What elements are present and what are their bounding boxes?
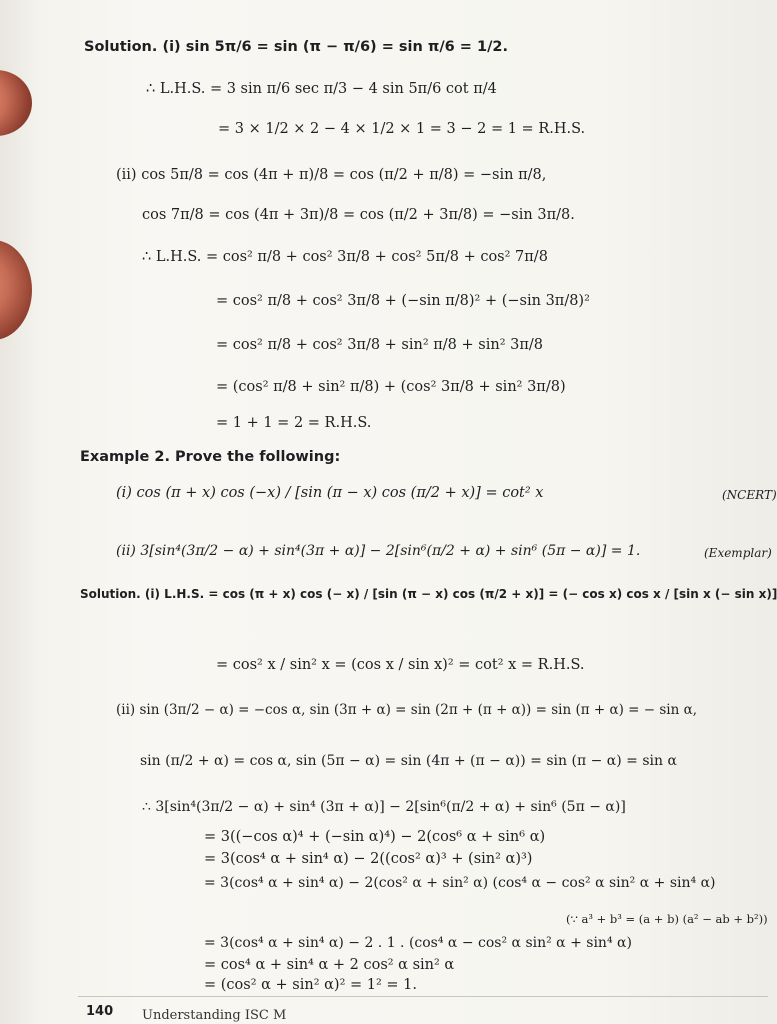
source-exemplar: (Exemplar) (704, 546, 772, 560)
example-2-title: Example 2. Prove the following: (80, 449, 341, 465)
solution-2-part-ii-c: ∴ 3[sin⁴(3π/2 − α) + sin⁴ (3π + α)] − 2[sin⁶(π/2 + α) + sin⁶ (5π − α)] (142, 799, 626, 815)
solution-2-part-ii-f: = 3(cos⁴ α + sin⁴ α) − 2(cos² α + sin² α) (cos⁴ α − cos² α sin² α + sin⁴ α) (204, 875, 716, 891)
book-title: Understanding ISC M (142, 1008, 287, 1023)
page-number: 140 (86, 1004, 114, 1019)
footer-rule (78, 996, 768, 997)
source-ncert: (NCERT) (722, 488, 777, 502)
solution-1-part-ii-lhs: ∴ L.H.S. = cos² π/8 + cos² 3π/8 + cos² 5π/8 + cos² 7π/8 (142, 249, 548, 265)
solution-1-part-ii-a: (ii) cos 5π/8 = cos (4π + π)/8 = cos (π/2 + π/8) = −sin π/8, (116, 167, 547, 183)
solution-2-part-i-b: = cos² x / sin² x = (cos x / sin x)² = cot² x = R.H.S. (216, 657, 585, 673)
solution-1-part-ii-step3: = (cos² π/8 + sin² π/8) + (cos² 3π/8 + sin² 3π/8) (216, 379, 566, 395)
solution-1-step: = 3 × 1/2 × 2 − 4 × 1/2 × 1 = 3 − 2 = 1 = R.H.S. (218, 121, 586, 137)
solution-1-part-ii-b: cos 7π/8 = cos (4π + 3π)/8 = cos (π/2 + 3π/8) = −sin 3π/8. (142, 207, 575, 223)
solution-2-identity-note: (∵ a³ + b³ = (a + b) (a² − ab + b²)) (566, 912, 768, 926)
finger-top (0, 70, 32, 136)
solution-2-part-ii-h: = cos⁴ α + sin⁴ α + 2 cos² α sin² α (204, 957, 455, 973)
solution-1-part-ii-step2: = cos² π/8 + cos² 3π/8 + sin² π/8 + sin² 3π/8 (216, 337, 543, 353)
solution-2-part-ii-e: = 3(cos⁴ α + sin⁴ α) − 2((cos² α)³ + (sin² α)³) (204, 851, 533, 867)
solution-2-part-ii-g: = 3(cos⁴ α + sin⁴ α) − 2 . 1 . (cos⁴ α − cos² α sin² α + sin⁴ α) (204, 935, 632, 951)
solution-2-part-ii-a: (ii) sin (3π/2 − α) = −cos α, sin (3π + α) = sin (2π + (π + α)) = sin (π + α) = − sin α, (116, 702, 697, 718)
solution-2-part-ii-b: sin (π/2 + α) = cos α, sin (5π − α) = sin (4π + (π − α)) = sin (π − α) = sin α (140, 753, 677, 769)
solution-2-part-i: Solution. (i) L.H.S. = cos (π + x) cos (− x) / [sin (π − x) cos (π/2 + x)] = (− cos x) cos x / [sin x (− sin x)] (80, 587, 777, 601)
solution-1-lhs: ∴ L.H.S. = 3 sin π/6 sec π/3 − 4 sin 5π/6 cot π/4 (146, 81, 497, 97)
solution-1-part-ii-step4: = 1 + 1 = 2 = R.H.S. (216, 415, 372, 431)
example-2-part-ii: (ii) 3[sin⁴(3π/2 − α) + sin⁴(3π + α)] − 2[sin⁶(π/2 + α) + sin⁶ (5π − α)] = 1. (116, 543, 641, 559)
solution-2-part-ii-d: = 3((−cos α)⁴ + (−sin α)⁴) − 2(cos⁶ α + sin⁶ α) (204, 829, 546, 845)
solution-1-part-ii-step1: = cos² π/8 + cos² 3π/8 + (−sin π/8)² + (−sin 3π/8)² (216, 293, 590, 309)
example-2-part-i: (i) cos (π + x) cos (−x) / [sin (π − x) cos (π/2 + x)] = cot² x (116, 485, 544, 501)
solution-2-part-ii-k: = (cos² α + sin² α)² = 1² = 1. (204, 977, 417, 993)
solution-1-part-i: Solution. (i) sin 5π/6 = sin (π − π/6) = sin π/6 = 1/2. (84, 39, 508, 55)
finger-bottom (0, 240, 32, 340)
